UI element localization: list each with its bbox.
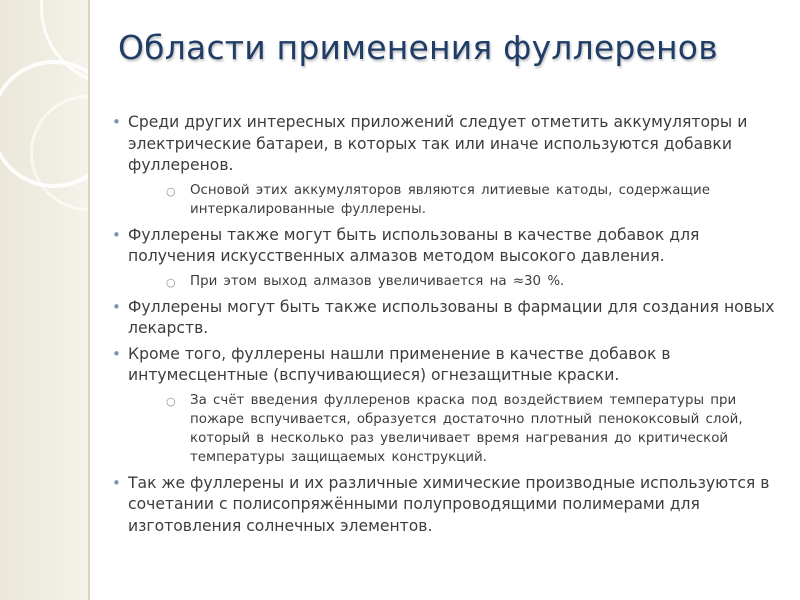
bullet-text: Фуллерены также могут быть использованы в качестве добавок для получения искусственных алмазов методом высокого давления.	[128, 225, 700, 265]
slide-title: Области применения фуллеренов	[118, 28, 718, 67]
bullet-item	[108, 297, 780, 340]
circle-bullet-icon: ○	[166, 275, 176, 289]
bullet-icon: •	[112, 344, 121, 363]
sub-bullet-item	[108, 181, 780, 219]
sub-bullet-item	[108, 272, 780, 291]
bullet-icon: •	[112, 473, 121, 492]
sub-bullet-text: При этом выход алмазов увеличивается на ≈30 %.	[190, 273, 565, 289]
bullet-item	[108, 473, 780, 538]
bullet-icon: •	[112, 297, 121, 316]
sub-bullet-text: Основой этих аккумуляторов являются литиевые катоды, содержащие интеркалированные фуллерены.	[190, 182, 710, 217]
bullet-text: Так же фуллерены и их различные химические производные используются в сочетании с полисопряжёнными полупроводящими полимерами для изготовления солнечных элементов.	[128, 473, 770, 535]
slide-content	[108, 112, 780, 541]
decorative-divider	[88, 0, 90, 600]
bullet-icon: •	[112, 225, 121, 244]
bullet-text: Кроме того, фуллерены нашли применение в качестве добавок в интумесцентные (вспучивающиеся) огнезащитные краски.	[128, 344, 671, 384]
bullet-text: Фуллерены могут быть также использованы в фармации для создания новых лекарств.	[128, 297, 775, 337]
decorative-side-band	[0, 0, 88, 600]
sub-bullet-item	[108, 391, 780, 467]
circle-bullet-icon: ○	[166, 394, 176, 408]
bullet-text: Среди других интересных приложений следует отметить аккумуляторы и электрические батареи, в которых так или иначе используются добавки фуллеренов.	[128, 113, 748, 174]
sub-bullet-text: За счёт введения фуллеренов краска под воздействием температуры при пожаре вспучивается, образуется достаточно плотный пенококсовый слой, который в несколько раз увеличивает время нагревания до критической температуры защищаемых конструкций.	[190, 392, 743, 465]
bullet-item	[108, 112, 780, 177]
bullet-item	[108, 225, 780, 268]
circle-bullet-icon: ○	[166, 184, 176, 198]
bullet-icon: •	[112, 113, 121, 131]
bullet-item	[108, 344, 780, 387]
